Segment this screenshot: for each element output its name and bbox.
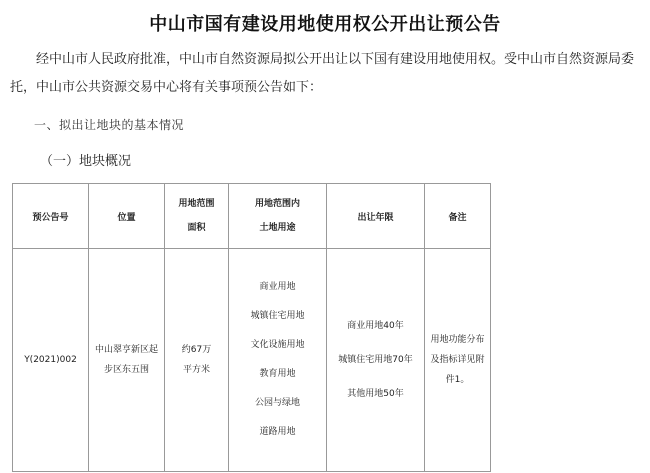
area-line1: 约67万 bbox=[181, 345, 212, 355]
use-item: 文化设施用地 bbox=[250, 340, 305, 350]
header-notice-no: 预公告号 bbox=[13, 184, 89, 249]
use-item: 公园与绿地 bbox=[254, 398, 300, 408]
section-heading: 一、拟出让地块的基本情况 bbox=[34, 118, 185, 132]
location-line2: 步区东五围 bbox=[103, 365, 149, 375]
note-line1: 用地功能分布 bbox=[430, 335, 485, 345]
cell-area bbox=[165, 249, 229, 472]
note-line3: 件1。 bbox=[445, 375, 470, 385]
header-location: 位置 bbox=[89, 184, 165, 249]
use-item: 道路用地 bbox=[259, 427, 296, 437]
header-area bbox=[165, 184, 229, 249]
header-use-line2: 土地用途 bbox=[259, 223, 296, 233]
plot-table bbox=[12, 183, 491, 472]
term-item: 城镇住宅用地70年 bbox=[338, 355, 413, 365]
cell-location bbox=[89, 249, 165, 472]
cell-notice-no: Y(2021)002 bbox=[13, 249, 89, 472]
cell-land-use bbox=[229, 249, 327, 472]
sub-heading: （一）地块概况 bbox=[40, 154, 132, 169]
term-item: 商业用地40年 bbox=[347, 321, 404, 331]
page-title: 中山市国有建设用地使用权公开出让预公告 bbox=[149, 14, 501, 35]
table-row bbox=[13, 249, 491, 472]
cell-term bbox=[327, 249, 425, 472]
header-land-use bbox=[229, 184, 327, 249]
area-line2: 平方米 bbox=[182, 365, 210, 375]
header-area-line2: 面积 bbox=[187, 223, 206, 233]
term-item: 其他用地50年 bbox=[347, 389, 404, 399]
header-note: 备注 bbox=[425, 184, 491, 249]
table-header-row bbox=[13, 184, 491, 249]
header-area-line1: 用地范围 bbox=[178, 199, 215, 209]
header-use-line1: 用地范围内 bbox=[254, 199, 300, 209]
header-term: 出让年限 bbox=[327, 184, 425, 249]
location-line1: 中山翠亨新区起 bbox=[94, 345, 158, 355]
cell-note bbox=[425, 249, 491, 472]
note-line2: 及指标详见附 bbox=[430, 355, 485, 365]
use-item: 城镇住宅用地 bbox=[250, 311, 305, 321]
intro-paragraph: 经中山市人民政府批准，中山市自然资源局拟公开出让以下国有建设用地使用权。受中山市自然资源局委托，中山市公共资源交易中心将有关事项预公告如下： bbox=[10, 52, 635, 95]
use-item: 商业用地 bbox=[259, 282, 296, 292]
use-item: 教育用地 bbox=[259, 369, 296, 379]
